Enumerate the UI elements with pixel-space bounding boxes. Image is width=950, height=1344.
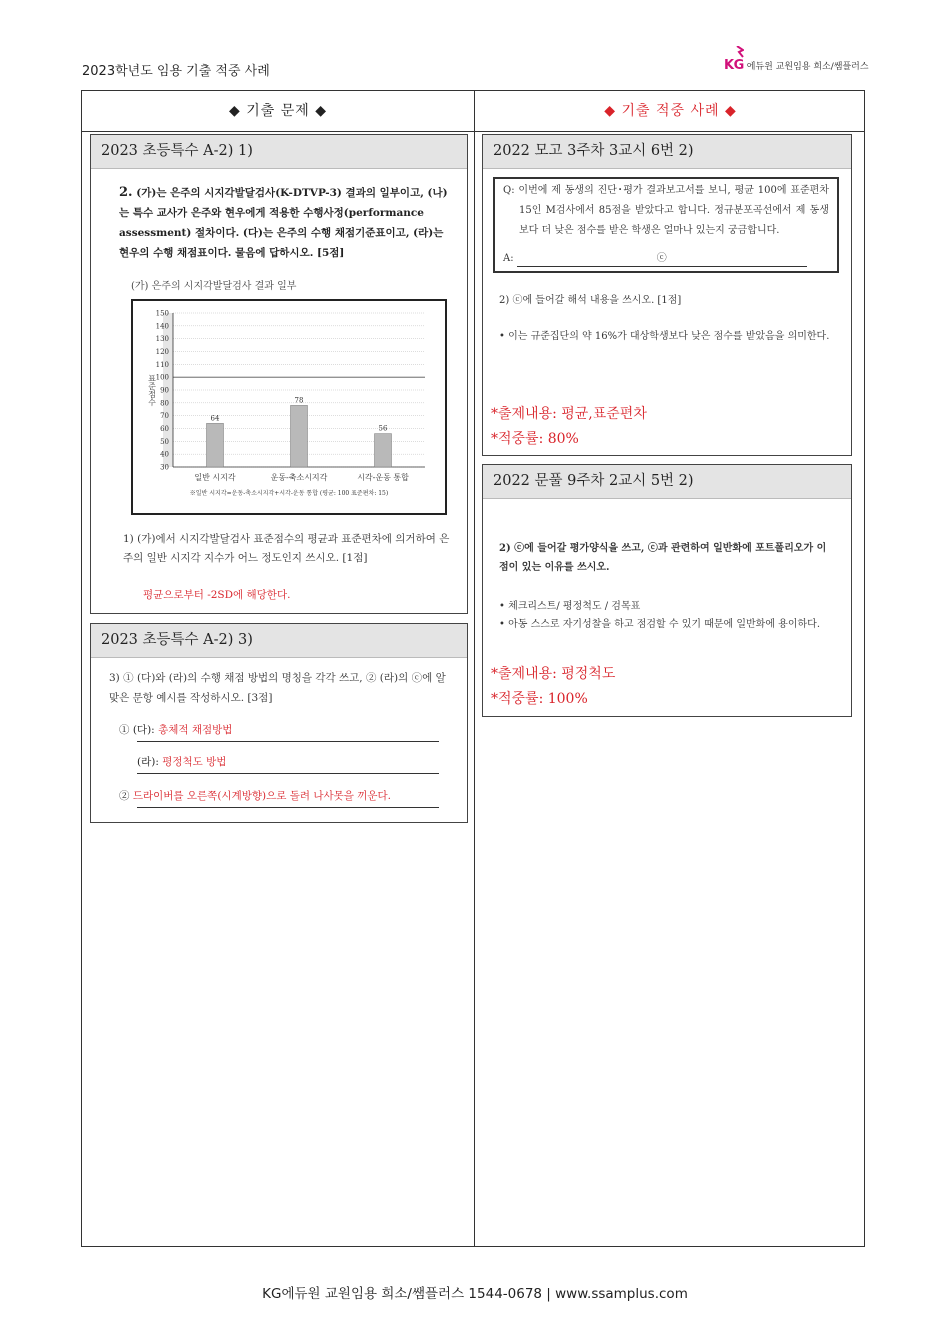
answer-blank: ⓒ	[517, 252, 807, 267]
x-tick-label: 일반 시지각	[194, 473, 236, 482]
answer-row-2	[137, 754, 226, 769]
box-title: 2022 모고 3주차 3교시 6번 2)	[483, 135, 851, 169]
answer-label: ① (다):	[119, 724, 155, 736]
y-tick-label: 140	[155, 322, 169, 331]
logo-kg: KG	[724, 58, 744, 73]
chart-frame	[131, 299, 447, 515]
y-axis-label: 표준점수	[147, 374, 157, 406]
box-title: 2022 문풀 9주차 2교시 5번 2)	[483, 465, 851, 499]
data-label: 64	[210, 414, 220, 423]
answer-underline	[137, 807, 439, 808]
instruction: 2) ⓒ에 들어갈 해석 내용을 쓰시오. [1점]	[499, 295, 682, 306]
instruction: 2) ⓒ에 들어갈 평가양식을 쓰고, ⓒ과 관련하여 일반화에 포트폴리오가 이점이 있는 이유를 쓰시오.	[499, 543, 827, 573]
exam-question-box-1	[90, 134, 468, 614]
y-tick-label: 70	[160, 412, 169, 421]
hit-case-box-1	[482, 134, 852, 456]
page-footer: KG에듀원 교원임용 희소/쌤플러스 1544-0678 | www.ssamplus.com	[262, 1286, 688, 1302]
chart-note: ※일반 시지각=운동-축소시지각+시각-운동 통합 (평균: 100 표준편차: 15)	[189, 490, 389, 497]
hit-rate: *적중률: 80%	[491, 431, 579, 447]
question-body: (가)는 은주의 시지각발달검사(K-DTVP-3) 결과의 일부이고, (나)는 특수 교사가 은주와 현우에게 적용한 수행사정(performance assessment) 절차이다. (다)는 은주의 수행 채점기준표이고, (라)는 현우의 수행 채점표이다. 물음에 답하시오. [5점]	[119, 187, 448, 259]
hit-case-box-2	[482, 464, 852, 717]
y-tick-label: 150	[155, 309, 169, 318]
answer-value: 평정척도 방법	[162, 756, 227, 768]
standard-score-bar-chart	[133, 301, 445, 513]
data-label: 78	[294, 396, 304, 405]
answer-row-1	[119, 722, 232, 737]
box-title: 2023 초등특수 A-2) 3)	[91, 624, 467, 658]
chart-caption: (가) 은주의 시지각발달검사 결과 일부	[131, 281, 297, 292]
answer-bullet-2: • 아동 스스로 자기성찰을 하고 점검할 수 있기 때문에 일반화에 용이하다.	[499, 619, 821, 630]
bar	[375, 434, 392, 467]
table-header-row	[82, 91, 864, 132]
y-tick-label: 30	[160, 463, 169, 472]
y-tick-label: 100	[155, 373, 169, 382]
question-answer-box	[493, 177, 839, 273]
x-tick-label: 시각-운동 통합	[357, 473, 409, 482]
exam-question-box-2	[90, 623, 468, 823]
question-number: 2.	[119, 185, 133, 200]
answer-underline	[137, 741, 439, 742]
y-tick-label: 110	[155, 360, 169, 369]
y-tick-label: 120	[155, 348, 169, 356]
page-header-title: 2023학년도 임용 기출 적중 사례	[82, 64, 270, 79]
right-column-header: ◆ 기출 적중 사례 ◆	[604, 103, 737, 119]
brand-logo	[724, 58, 869, 73]
logo-text: 에듀윈 교원임용 희소/쌤플러스	[746, 62, 869, 72]
y-tick-label: 80	[160, 399, 169, 408]
answer-value: 드라이버를 오른쪽(시계방향)으로 돌려 나사못을 끼운다.	[132, 790, 392, 802]
bar	[291, 405, 308, 467]
hit-rate: *적중률: 100%	[491, 691, 588, 707]
answer-label: (라):	[137, 756, 159, 768]
y-tick-label: 60	[160, 425, 169, 433]
answer-label: ②	[119, 790, 130, 802]
answer-value: 총체적 채점방법	[158, 724, 233, 736]
answer-1: 평균으로부터 -2SD에 해당한다.	[143, 589, 291, 601]
column-divider	[474, 91, 475, 1246]
y-tick-label: 130	[155, 335, 169, 344]
x-tick-label: 운동-축소시지각	[270, 473, 328, 482]
logo-mark-icon	[736, 46, 744, 58]
left-column-header: ◆ 기출 문제 ◆	[229, 103, 327, 119]
sub-question-1: 1) (가)에서 시지각발달검사 표준점수의 평균과 표준편차에 의거하여 은주의 일반 시지각 지수가 어느 정도인지 쓰시오. [1점]	[123, 533, 450, 564]
hit-content: *출제내용: 평정척도	[491, 666, 616, 682]
answer-row-3	[119, 788, 391, 803]
question-text: Q: 이번에 제 동생의 진단･평가 결과보고서를 보니, 평균 100에 표준편차 15인 M검사에서 85점을 받았다고 합니다. 정규분포곡선에서 제 동생보다 더 낮은 점수를 받은 학생은 얼마나 있는지 궁금합니다.	[503, 185, 829, 236]
y-tick-label: 40	[160, 450, 169, 459]
sub-question-3: 3) ① (다)와 (라)의 수행 채점 방법의 명칭을 각각 쓰고, ② (라)의 ⓒ에 알맞은 문항 예시를 작성하시오. [3점]	[109, 672, 446, 704]
box-title: 2023 초등특수 A-2) 1)	[91, 135, 467, 169]
answer-bullet: • 이는 규준집단의 약 16%가 대상학생보다 낮은 점수를 받았음을 의미한다.	[499, 331, 830, 342]
answer-bullet-1: • 체크리스트/ 평정척도 / 검목표	[499, 601, 641, 612]
answer-line	[503, 249, 807, 269]
answer-underline	[137, 773, 439, 774]
data-label: 56	[378, 424, 388, 433]
bar	[207, 423, 224, 467]
y-tick-label: 50	[160, 437, 169, 446]
comparison-table	[81, 90, 865, 1247]
y-tick-label: 90	[160, 386, 169, 395]
answer-label: A:	[503, 253, 514, 264]
hit-content: *출제내용: 평균,표준편차	[491, 406, 647, 422]
question-text	[119, 183, 449, 263]
